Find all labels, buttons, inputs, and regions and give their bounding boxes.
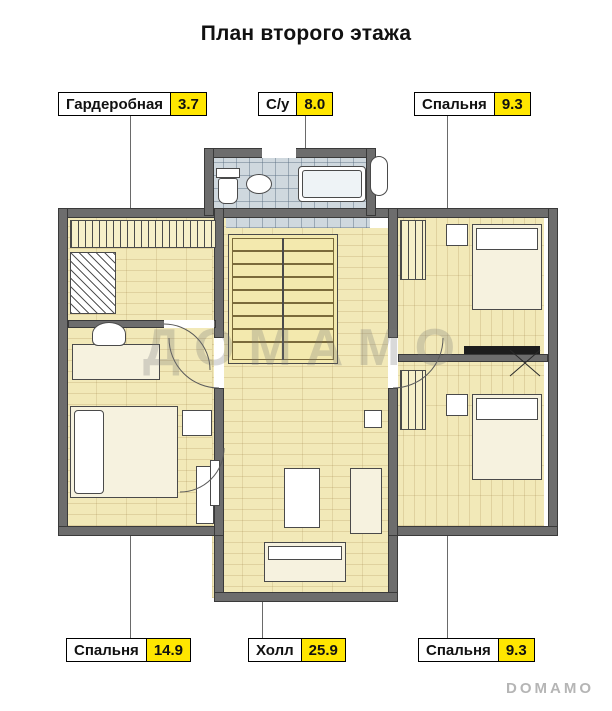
room-label-wardrobe — [58, 92, 207, 116]
coffee-table — [284, 468, 320, 528]
wall-hall-right-upper — [388, 208, 398, 338]
room-label-area: 8.0 — [296, 93, 332, 115]
bed-headboard — [74, 410, 104, 494]
nightstand — [182, 410, 212, 436]
room-label-name: Холл — [256, 641, 294, 659]
closet-top-right — [400, 220, 426, 280]
room-label-hall — [248, 638, 346, 662]
door-opening-bedroom-right — [388, 338, 398, 388]
sink — [246, 174, 272, 194]
nightstand — [446, 394, 468, 416]
stair-railing — [282, 238, 284, 360]
door-opening-bedroom-left — [214, 338, 224, 388]
room-label-bedroom-bottom-left — [66, 638, 191, 662]
bed-pillow — [476, 228, 538, 250]
wall-hall-right-lower — [388, 526, 398, 600]
room-label-name: Гардеробная — [66, 95, 164, 113]
wardrobe-cabinet — [70, 252, 116, 314]
room-label-area: 9.3 — [494, 93, 530, 115]
watermark-corner: DOMAMO — [506, 680, 594, 697]
wardrobe-shelving — [70, 220, 216, 248]
room-label-area: 9.3 — [498, 639, 534, 661]
wall-exterior-bottom-hall — [214, 592, 398, 602]
wall-bath-left — [204, 148, 214, 216]
wall-exterior-right — [548, 208, 558, 534]
room-label-bedroom-top-right — [414, 92, 531, 116]
floor-plan-drawing — [52, 148, 560, 608]
wall-exterior-bottom-left — [58, 526, 224, 536]
nightstand — [446, 224, 468, 246]
room-label-bedroom-bottom-right — [418, 638, 535, 662]
room-label-area: 25.9 — [301, 639, 345, 661]
sofa-back — [268, 546, 342, 560]
toilet — [218, 178, 238, 204]
room-label-name: Спальня — [422, 95, 487, 113]
watermark-center: ДОМАМО — [142, 319, 470, 377]
office-chair — [92, 322, 126, 346]
room-label-name: Спальня — [426, 641, 491, 659]
radiator — [210, 460, 220, 506]
towel-rail — [370, 156, 388, 196]
partition-panel — [464, 346, 540, 354]
room-label-area: 3.7 — [170, 93, 206, 115]
room-label-bathroom — [258, 92, 333, 116]
door-opening-wardrobe — [164, 320, 214, 328]
column — [364, 410, 382, 428]
room-label-area: 14.9 — [146, 639, 190, 661]
toilet-tank — [216, 168, 240, 178]
room-label-name: Спальня — [74, 641, 139, 659]
room-label-name: С/у — [266, 95, 290, 113]
armchair — [350, 468, 382, 534]
wall-exterior-bottom-right — [392, 526, 558, 536]
bed-pillow — [476, 398, 538, 420]
window-bath — [262, 148, 296, 158]
wall-hall-left-lower — [214, 526, 224, 600]
wall-between-right-bedrooms — [398, 354, 548, 362]
desk — [72, 344, 160, 380]
page-title: План второго этажа — [200, 22, 412, 45]
wall-hall-right-mid — [388, 388, 398, 536]
wall-exterior-top-main — [58, 208, 558, 218]
closet-bottom-right — [400, 370, 426, 430]
wall-exterior-left — [58, 208, 68, 534]
bathtub-inner — [302, 170, 362, 198]
